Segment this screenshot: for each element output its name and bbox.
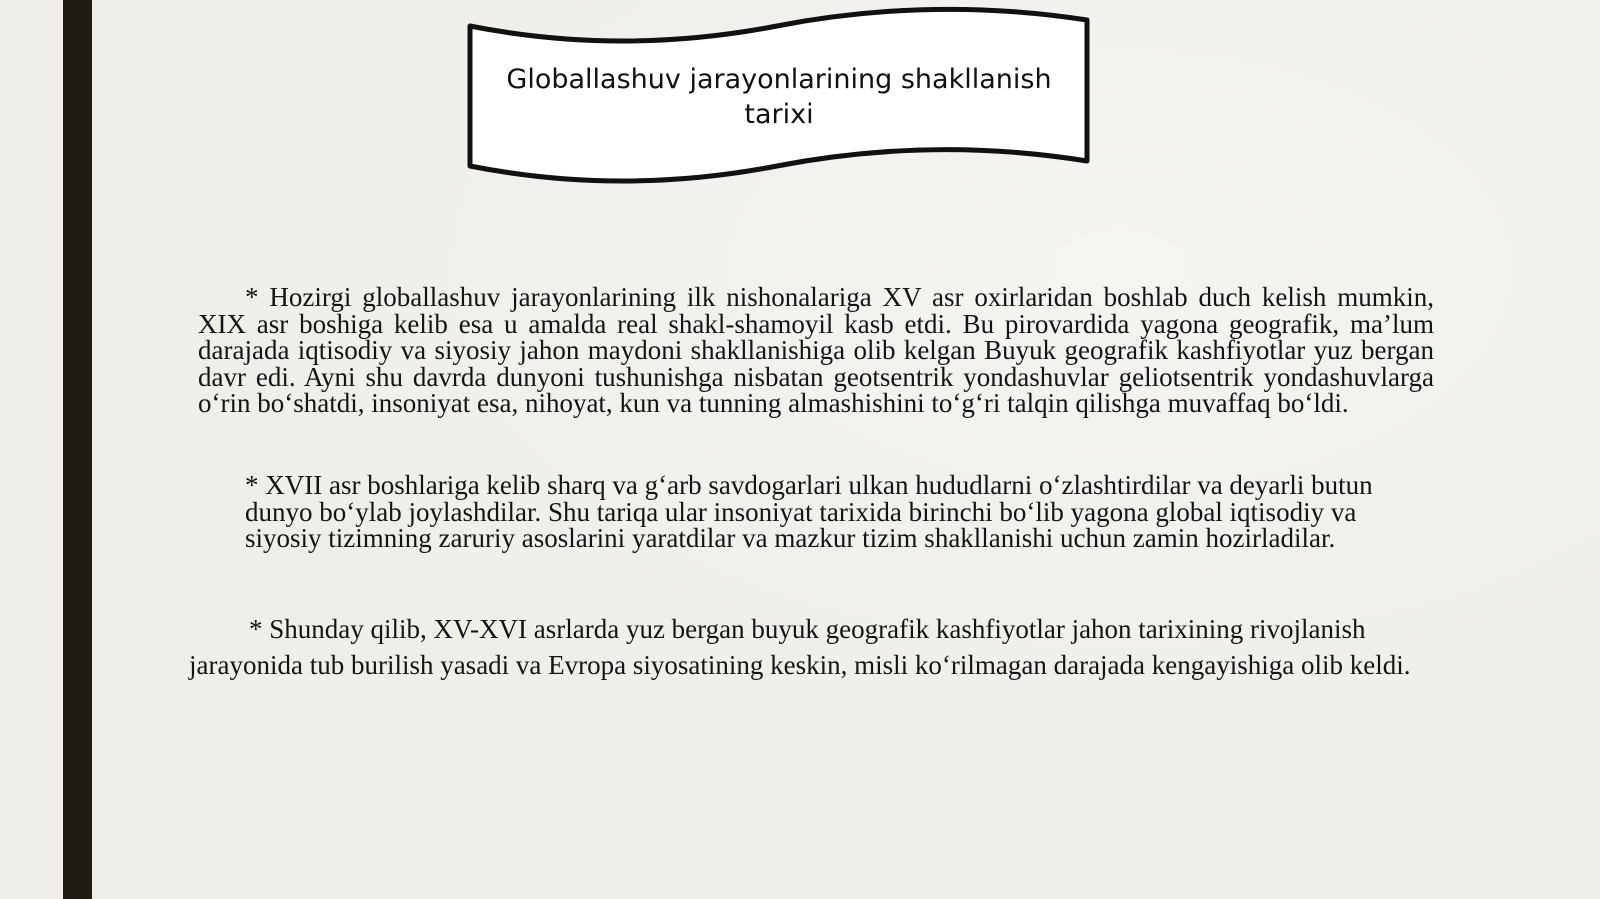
paragraph-1: * Hozirgi globallashuv jarayonlarining ilk nishonalariga XV asr oxirlaridan boshlab duch kelish mumkin, XIX asr boshiga kelib esa u amalda real shakl-shamoyil kasb etdi. Bu pirovardida yagona geografik, ma’lum darajada iqtisodiy va siyosiy jahon maydoni shakllanishiga olib kelgan Buyuk geografik kashfiyotlar yuz bergan davr edi. Ayni shu davrda dunyoni tushunishga nisbatan geotsentrik yondashuvlar geliotsentrik yondashuvlarga o‘rin bo‘shatdi, insoniyat esa, nihoyat, kun va tunning almashishini to‘g‘ri talqin qilishga muvaffaq bo‘ldi. <box>198 282 1434 418</box>
slide-title: Globallashuv jarayonlarining shakllanish tarixi <box>506 64 1052 130</box>
paragraph-2: * XVII asr boshlariga kelib sharq va g‘arb savdogarlari ulkan hududlarni o‘zlashtirdilar va deyarli butun dunyo bo‘ylab joylashdilar. Shu tariqa ular insoniyat tarixida birinchi bo‘lib yagona global iqtisodiy va siyosiy tizimning zaruriy asoslarini yaratdilar va mazkur tizim shakllanishi uchun zamin hozirladilar. <box>245 470 1373 553</box>
side-accent-bar <box>63 0 92 899</box>
paragraph-3: * Shunday qilib, XV-XVI asrlarda yuz bergan buyuk geografik kashfiyotlar jahon tarixining rivojlanish jarayonida tub burilish yasadi va Evropa siyosatining keskin, misli ko‘rilmagan darajada kengayishiga olib keldi. <box>189 614 1411 680</box>
title-banner <box>462 6 1102 188</box>
